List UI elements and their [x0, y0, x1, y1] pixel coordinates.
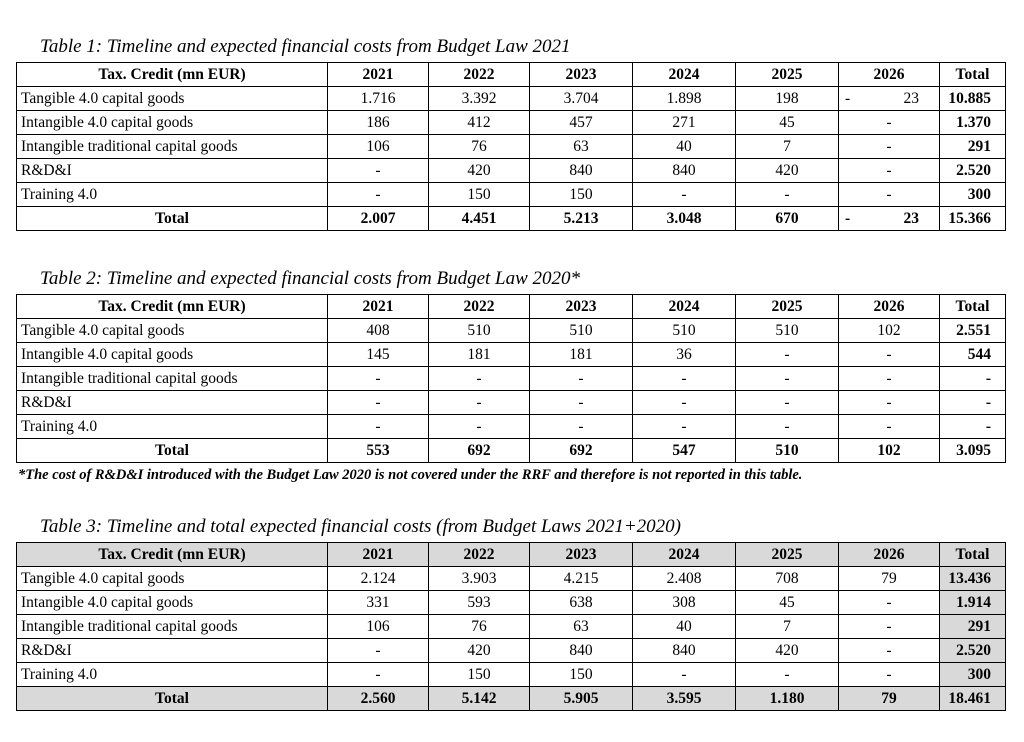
value-cell: 36	[633, 343, 736, 367]
value-cell: 3.595	[633, 687, 736, 711]
value-cell: 2.124	[328, 567, 429, 591]
column-header: 2024	[633, 543, 736, 567]
value-cell: -	[633, 663, 736, 687]
value-cell: 198	[736, 87, 839, 111]
row-label: Intangible traditional capital goods	[17, 135, 328, 159]
value-cell: 593	[429, 591, 530, 615]
value-cell: 150	[429, 663, 530, 687]
cell-sign: -	[845, 89, 851, 107]
value-cell: 7	[736, 615, 839, 639]
value-cell: -	[328, 415, 429, 439]
total-cell: 291	[940, 615, 1006, 639]
total-cell: 13.436	[940, 567, 1006, 591]
row-label: Intangible 4.0 capital goods	[17, 591, 328, 615]
total-row	[17, 439, 1006, 463]
table-row	[17, 663, 1006, 687]
value-cell: -	[839, 183, 940, 207]
value-cell: 708	[736, 567, 839, 591]
total-cell: 300	[940, 183, 1006, 207]
column-header: 2021	[328, 295, 429, 319]
table-row	[17, 615, 1006, 639]
value-cell: 150	[429, 183, 530, 207]
value-cell: -	[839, 135, 940, 159]
value-cell: 150	[530, 663, 633, 687]
value-cell: 510	[429, 319, 530, 343]
value-cell: 692	[429, 439, 530, 463]
row-label: R&D&I	[17, 639, 328, 663]
value-cell: -	[839, 591, 940, 615]
value-cell: -	[328, 159, 429, 183]
value-cell: 45	[736, 111, 839, 135]
total-cell: -	[940, 391, 1006, 415]
value-cell: 510	[530, 319, 633, 343]
column-header-label: Tax. Credit (mn EUR)	[17, 543, 328, 567]
column-header: Total	[940, 295, 1006, 319]
value-cell: -	[530, 367, 633, 391]
column-header: 2024	[633, 295, 736, 319]
cell-2026	[839, 87, 940, 111]
table-1	[16, 62, 1006, 231]
table-row	[17, 111, 1006, 135]
value-cell: 412	[429, 111, 530, 135]
total-cell: -	[940, 415, 1006, 439]
value-cell: -	[328, 183, 429, 207]
value-cell: 692	[530, 439, 633, 463]
table-row	[17, 415, 1006, 439]
value-cell: -	[736, 367, 839, 391]
value-cell: -	[736, 391, 839, 415]
value-cell: 420	[736, 639, 839, 663]
value-cell: -	[736, 663, 839, 687]
value-cell: 553	[328, 439, 429, 463]
value-cell: 1.180	[736, 687, 839, 711]
table-row	[17, 159, 1006, 183]
value-cell: -	[736, 343, 839, 367]
row-label: R&D&I	[17, 391, 328, 415]
value-cell: 79	[839, 687, 940, 711]
value-cell: -	[736, 415, 839, 439]
value-cell: 40	[633, 135, 736, 159]
value-cell: 331	[328, 591, 429, 615]
table-row	[17, 591, 1006, 615]
total-cell: 2.551	[940, 319, 1006, 343]
value-cell: 3.048	[633, 207, 736, 231]
value-cell: -	[328, 663, 429, 687]
total-cell: 15.366	[940, 207, 1006, 231]
table-2	[16, 294, 1006, 463]
table-2-footnote: *The cost of R&D&I introduced with the Budget Law 2020 is not covered under the RRF and therefore is not reported in this table.	[18, 467, 803, 483]
table-row	[17, 87, 1006, 111]
row-label: Intangible traditional capital goods	[17, 367, 328, 391]
value-cell: -	[633, 415, 736, 439]
header-row	[17, 63, 1006, 87]
row-label: Tangible 4.0 capital goods	[17, 319, 328, 343]
value-cell: 63	[530, 615, 633, 639]
row-label: Training 4.0	[17, 415, 328, 439]
column-header: 2026	[839, 63, 940, 87]
value-cell: 102	[839, 439, 940, 463]
value-cell: 45	[736, 591, 839, 615]
cell-value: 23	[903, 209, 919, 227]
table-2-caption: Table 2: Timeline and expected financial costs from Budget Law 2020*	[40, 268, 581, 289]
row-label: Tangible 4.0 capital goods	[17, 567, 328, 591]
value-cell: 3.704	[530, 87, 633, 111]
value-cell: -	[839, 415, 940, 439]
value-cell: 5.142	[429, 687, 530, 711]
value-cell: 102	[839, 319, 940, 343]
value-cell: 186	[328, 111, 429, 135]
row-label: Total	[17, 439, 328, 463]
value-cell: -	[429, 415, 530, 439]
column-header: Total	[940, 63, 1006, 87]
total-cell: 1.914	[940, 591, 1006, 615]
header-row	[17, 295, 1006, 319]
value-cell: 7	[736, 135, 839, 159]
value-cell: 670	[736, 207, 839, 231]
column-header: 2025	[736, 295, 839, 319]
column-header: 2021	[328, 543, 429, 567]
table-row	[17, 319, 1006, 343]
value-cell: 840	[633, 639, 736, 663]
value-cell: -	[839, 367, 940, 391]
column-header: 2021	[328, 63, 429, 87]
total-cell: -	[940, 367, 1006, 391]
column-header: 2022	[429, 543, 530, 567]
header-row	[17, 543, 1006, 567]
value-cell: 420	[736, 159, 839, 183]
column-header: 2025	[736, 63, 839, 87]
value-cell: -	[633, 183, 736, 207]
cell-value: 23	[903, 89, 919, 107]
table-row	[17, 367, 1006, 391]
value-cell: -	[530, 415, 633, 439]
value-cell: 150	[530, 183, 633, 207]
row-label: Intangible 4.0 capital goods	[17, 343, 328, 367]
value-cell: 5.905	[530, 687, 633, 711]
total-cell: 1.370	[940, 111, 1006, 135]
value-cell: 76	[429, 135, 530, 159]
value-cell: -	[429, 367, 530, 391]
value-cell: 2.408	[633, 567, 736, 591]
value-cell: 408	[328, 319, 429, 343]
column-header-label: Tax. Credit (mn EUR)	[17, 295, 328, 319]
value-cell: -	[633, 367, 736, 391]
value-cell: 5.213	[530, 207, 633, 231]
value-cell: 638	[530, 591, 633, 615]
value-cell: 1.898	[633, 87, 736, 111]
value-cell: 40	[633, 615, 736, 639]
value-cell: 420	[429, 159, 530, 183]
value-cell: -	[839, 111, 940, 135]
total-cell: 18.461	[940, 687, 1006, 711]
value-cell: 106	[328, 135, 429, 159]
value-cell: -	[530, 391, 633, 415]
value-cell: 145	[328, 343, 429, 367]
table-1-caption: Table 1: Timeline and expected financial costs from Budget Law 2021	[40, 36, 571, 57]
value-cell: 840	[530, 639, 633, 663]
value-cell: 3.392	[429, 87, 530, 111]
value-cell: -	[633, 391, 736, 415]
value-cell: 510	[633, 319, 736, 343]
value-cell: -	[328, 391, 429, 415]
value-cell: 181	[429, 343, 530, 367]
value-cell: -	[429, 391, 530, 415]
table-3	[16, 542, 1006, 711]
column-header: Total	[940, 543, 1006, 567]
value-cell: 1.716	[328, 87, 429, 111]
table-row	[17, 639, 1006, 663]
value-cell: -	[328, 367, 429, 391]
value-cell: 79	[839, 567, 940, 591]
value-cell: 510	[736, 439, 839, 463]
table-row	[17, 567, 1006, 591]
total-cell: 10.885	[940, 87, 1006, 111]
value-cell: 840	[530, 159, 633, 183]
value-cell: 2.560	[328, 687, 429, 711]
value-cell: 510	[736, 319, 839, 343]
value-cell: -	[736, 183, 839, 207]
table-row	[17, 343, 1006, 367]
value-cell: 4.451	[429, 207, 530, 231]
column-header: 2022	[429, 63, 530, 87]
value-cell: 106	[328, 615, 429, 639]
value-cell: 420	[429, 639, 530, 663]
value-cell: 4.215	[530, 567, 633, 591]
column-header: 2023	[530, 63, 633, 87]
row-label: Training 4.0	[17, 183, 328, 207]
value-cell: -	[839, 615, 940, 639]
value-cell: 181	[530, 343, 633, 367]
value-cell: 63	[530, 135, 633, 159]
cell-sign: -	[845, 209, 851, 227]
total-cell: 3.095	[940, 439, 1006, 463]
total-row	[17, 207, 1006, 231]
column-header-label: Tax. Credit (mn EUR)	[17, 63, 328, 87]
row-label: Total	[17, 207, 328, 231]
value-cell: -	[839, 639, 940, 663]
value-cell: -	[328, 639, 429, 663]
total-cell: 291	[940, 135, 1006, 159]
column-header: 2026	[839, 295, 940, 319]
row-label: Intangible traditional capital goods	[17, 615, 328, 639]
value-cell: -	[839, 391, 940, 415]
column-header: 2024	[633, 63, 736, 87]
value-cell: 840	[633, 159, 736, 183]
value-cell: 76	[429, 615, 530, 639]
column-header: 2022	[429, 295, 530, 319]
column-header: 2026	[839, 543, 940, 567]
value-cell: 271	[633, 111, 736, 135]
value-cell: 308	[633, 591, 736, 615]
value-cell: 3.903	[429, 567, 530, 591]
value-cell: 2.007	[328, 207, 429, 231]
row-label: R&D&I	[17, 159, 328, 183]
table-row	[17, 391, 1006, 415]
table-row	[17, 135, 1006, 159]
total-cell: 2.520	[940, 639, 1006, 663]
column-header: 2023	[530, 295, 633, 319]
value-cell: -	[839, 159, 940, 183]
value-cell: 457	[530, 111, 633, 135]
row-label: Total	[17, 687, 328, 711]
value-cell: 547	[633, 439, 736, 463]
column-header: 2023	[530, 543, 633, 567]
table-3-caption: Table 3: Timeline and total expected financial costs (from Budget Laws 2021+2020)	[40, 516, 681, 537]
total-cell: 300	[940, 663, 1006, 687]
value-cell: -	[839, 343, 940, 367]
row-label: Intangible 4.0 capital goods	[17, 111, 328, 135]
total-row	[17, 687, 1006, 711]
row-label: Tangible 4.0 capital goods	[17, 87, 328, 111]
cell-2026	[839, 207, 940, 231]
table-row	[17, 183, 1006, 207]
value-cell: -	[839, 663, 940, 687]
total-cell: 544	[940, 343, 1006, 367]
column-header: 2025	[736, 543, 839, 567]
row-label: Training 4.0	[17, 663, 328, 687]
total-cell: 2.520	[940, 159, 1006, 183]
